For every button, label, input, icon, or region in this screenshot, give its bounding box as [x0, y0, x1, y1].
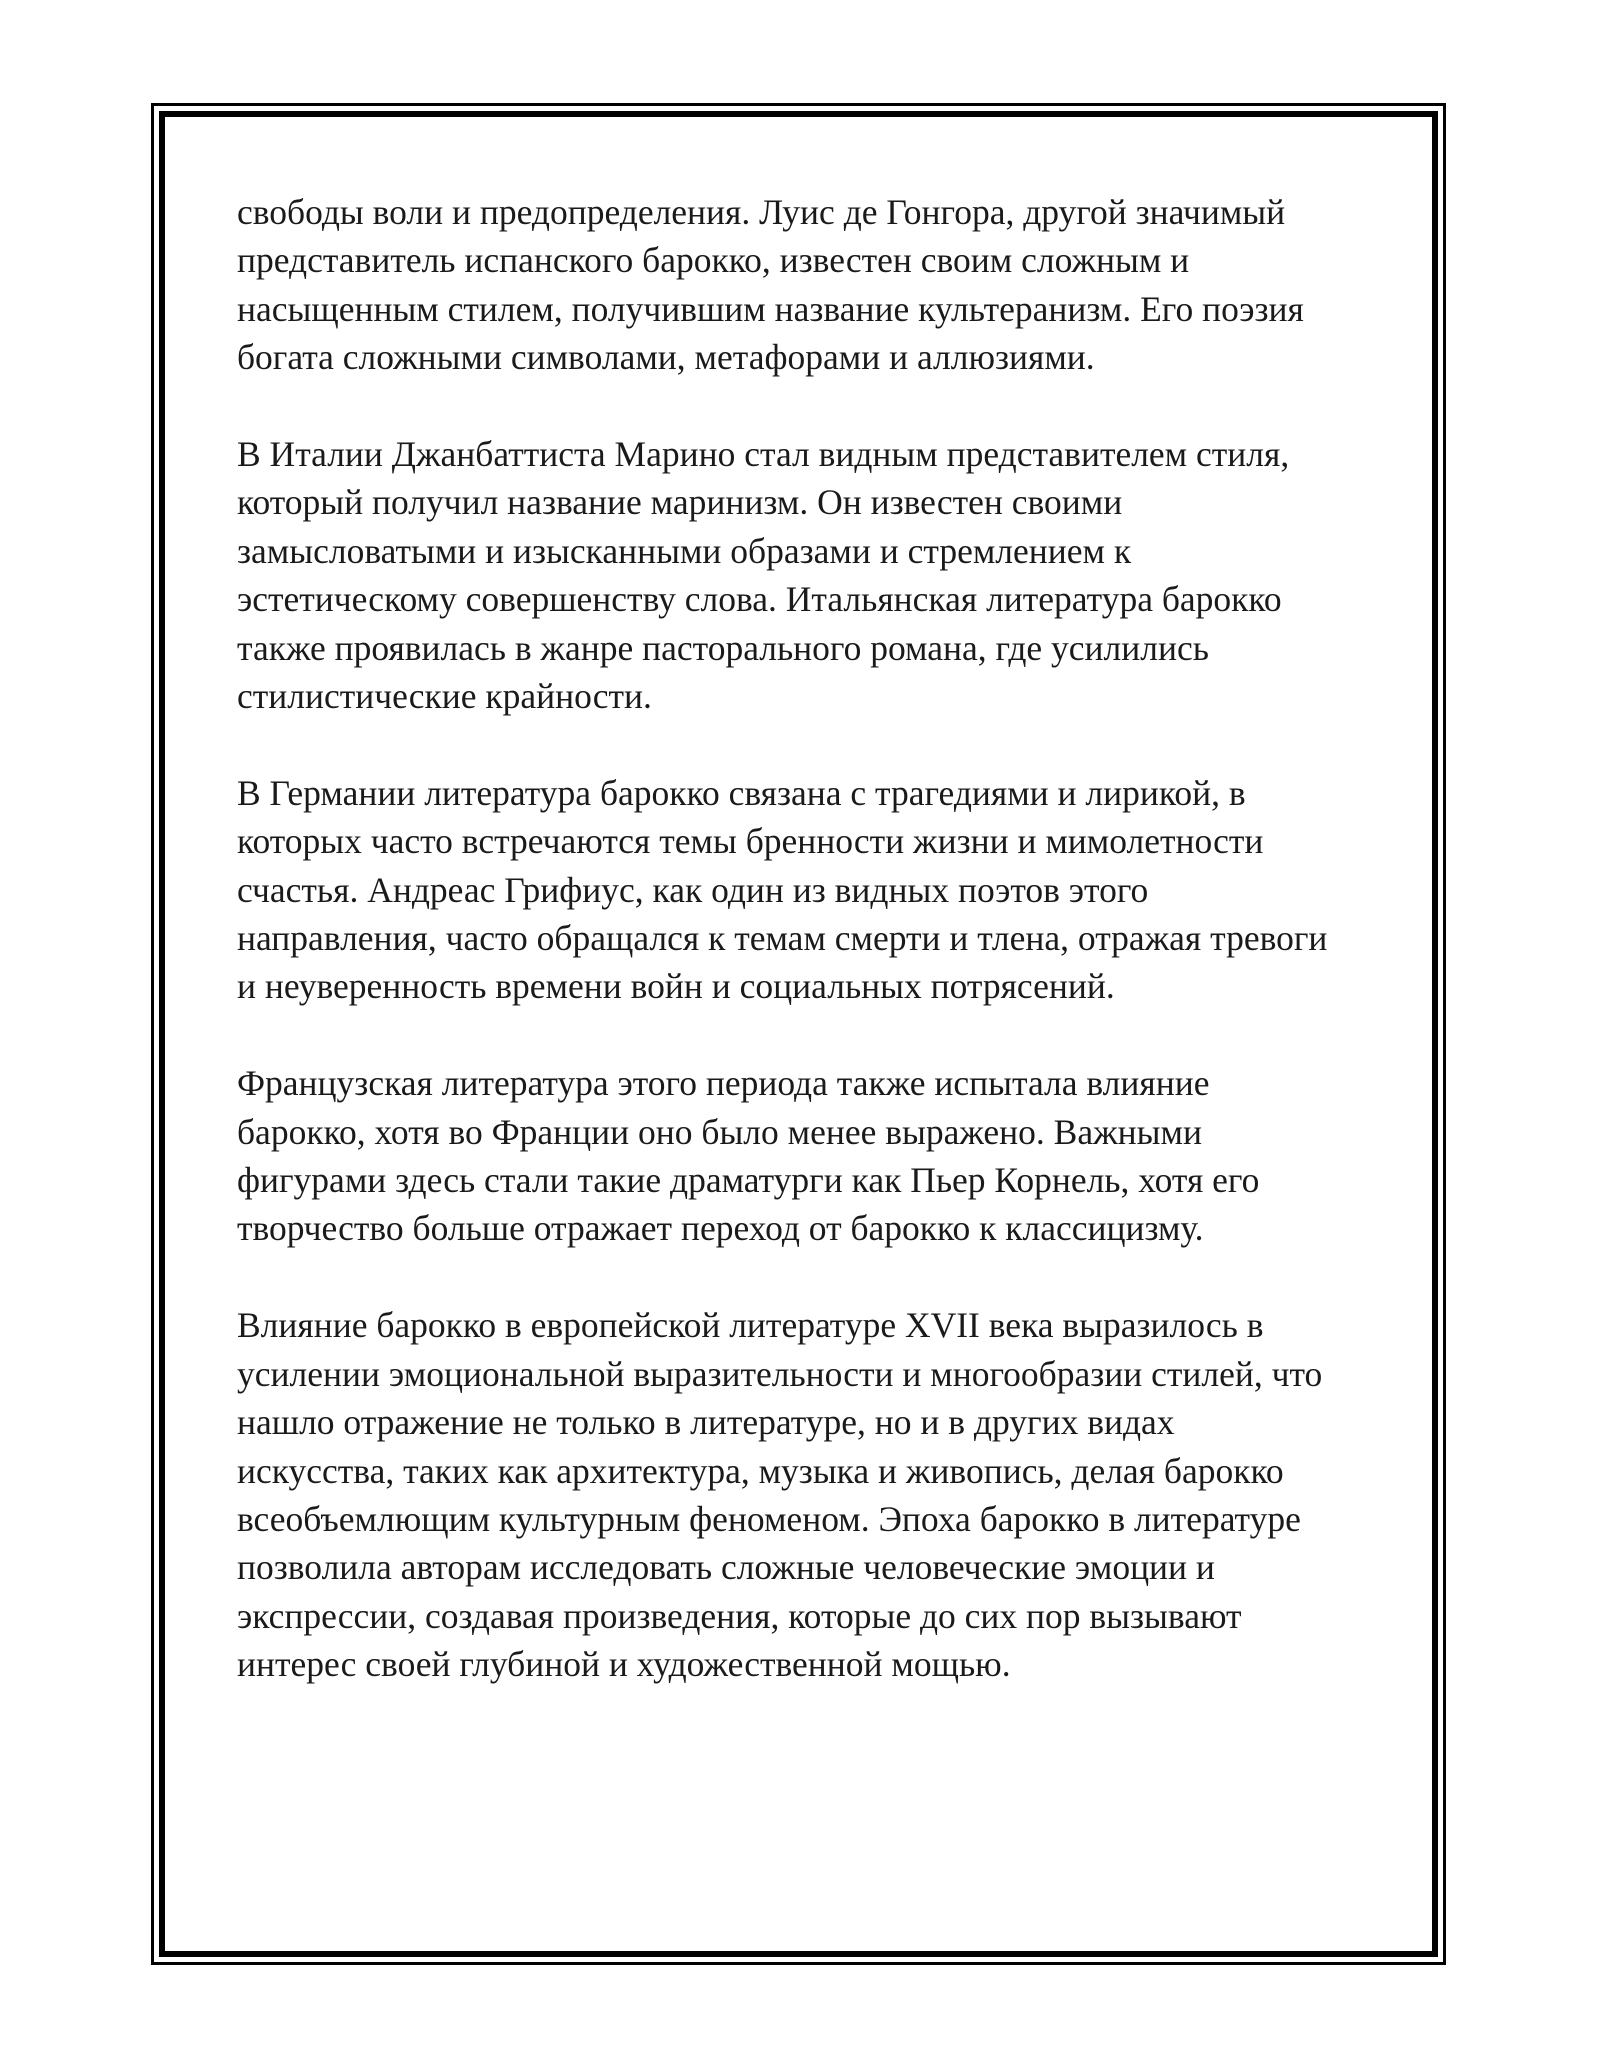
paragraph-2 [237, 430, 1377, 720]
document-body [237, 188, 1377, 1737]
text-line: замысловатыми и изысканными образами и стремлением к [237, 530, 1132, 571]
text-line: искусства, таких как архитектура, музыка и живопись, делая барокко [237, 1450, 1284, 1491]
text-line: Влияние барокко в европейской литературе XVII века выразилось в [237, 1305, 1264, 1346]
text-line: также проявилась в жанре пасторального романа, где усилились [237, 627, 1209, 668]
text-line: всеобъемлющим культурным феноменом. Эпоха барокко в литературе [237, 1498, 1301, 1539]
paragraph-4 [237, 1059, 1377, 1253]
text-line: эстетическому совершенству слова. Итальянская литература барокко [237, 579, 1282, 620]
text-line: позволила авторам исследовать сложные человеческие эмоции и [237, 1547, 1215, 1588]
text-line: которых часто встречаются темы бренности жизни и мимолетности [237, 821, 1264, 862]
text-line: направления, часто обращался к темам смерти и тлена, отражая тревоги [237, 918, 1328, 959]
text-line: усилении эмоциональной выразительности и многообразии стилей, что [237, 1353, 1323, 1394]
text-line: свободы воли и предопределения. Луис де Гонгора, другой значимый [237, 192, 1286, 232]
text-line: интерес своей глубиной и художественной мощью. [237, 1644, 1011, 1685]
text-line: представитель испанского барокко, известен своим сложным и [237, 240, 1190, 281]
text-line: насыщенным стилем, получившим название культеранизм. Его поэзия [237, 288, 1304, 329]
text-line: который получил название маринизм. Он известен своими [237, 482, 1123, 523]
text-line: и неуверенность времени войн и социальных потрясений. [237, 966, 1115, 1007]
text-line: барокко, хотя во Франции оно было менее выражено. Важными [237, 1111, 1202, 1152]
text-line: богата сложными символами, метафорами и аллюзиями. [237, 337, 1095, 378]
text-line: экспрессии, создавая произведения, которые до сих пор вызывают [237, 1595, 1242, 1636]
text-line: Французская литература этого периода также испытала влияние [237, 1063, 1210, 1104]
text-line: В Италии Джанбаттиста Марино стал видным представителем стиля, [237, 434, 1290, 475]
paragraph-5 [237, 1301, 1377, 1688]
text-line: счастья. Андреас Грифиус, как один из видных поэтов этого [237, 869, 1149, 910]
text-line: творчество больше отражает переход от барокко к классицизму. [237, 1208, 1204, 1249]
paragraph-3 [237, 769, 1377, 1011]
text-line: фигурами здесь стали такие драматурги как Пьер Корнель, хотя его [237, 1160, 1260, 1201]
text-line: В Германии литература барокко связана с трагедиями и лирикой, в [237, 772, 1246, 813]
text-line: нашло отражение не только в литературе, но и в других видах [237, 1402, 1175, 1443]
paragraph-1 [237, 188, 1377, 382]
text-line: стилистические крайности. [237, 676, 652, 717]
